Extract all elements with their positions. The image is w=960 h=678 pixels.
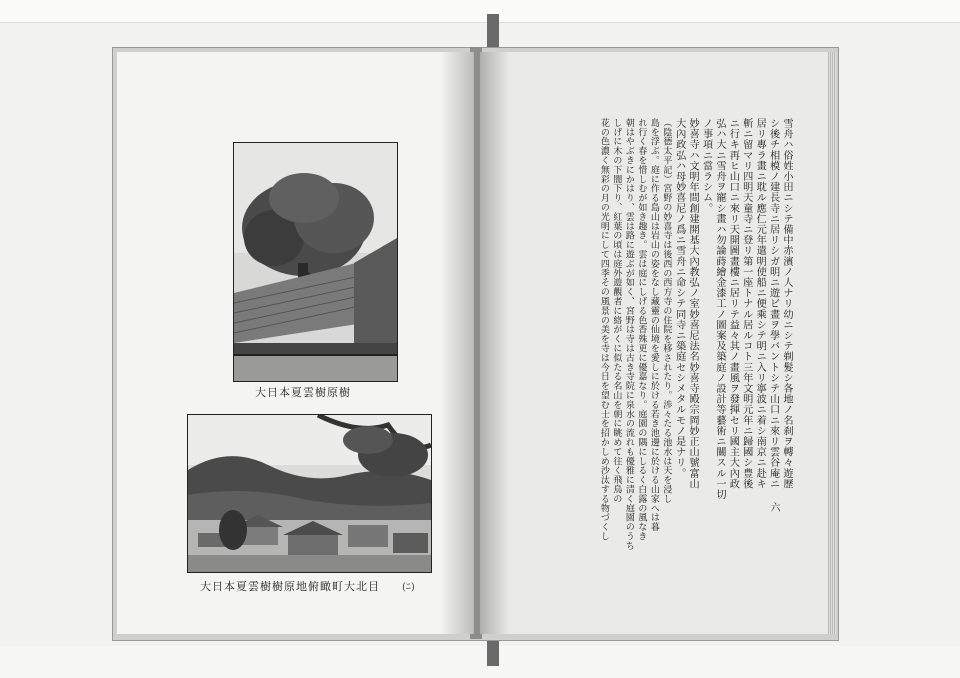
text-line: 斬ニ留マリ四明天童寺ニ登リ第一座トナル居ルコト三年文明元年ニ歸國シ豊後 — [740, 118, 752, 489]
text-line: 居リ專ラ畫ニ耽ル應仁元年遣明使船ニ便乘シテ明ニ入リ寧波ニ着シ南京ニ赴キ — [754, 118, 766, 489]
photo-caption-top: 大日本夏雲樹原樹 — [255, 386, 351, 399]
text-line: 大內政弘ハ母妙喜尼ノ爲ニ雪舟ニ命シテ同寺ニ築庭セシメタルモノ是ナリ。 — [673, 118, 685, 479]
scan-background-top — [0, 0, 960, 23]
text-line: ニ行キ再ヒ山口ニ來リ天開圖畫樓ニ居リテ益々其ノ畫風ヲ發揮セリ國主大內政 — [727, 118, 739, 489]
page-number: 六 — [768, 502, 779, 512]
note-line: 花の色濃く無彩の月の光明にして四季その風景の美を寺は今日を望む士を招かしめ沙汰する物づくし — [598, 118, 609, 541]
note-line: （陰德太平記）宮野の妙喜寺は後西の西方寺の住院を移されたり。渉々たる池水は天を浸し — [661, 118, 672, 504]
note-line: 朝はやぶきにかはり、雲は路に遊ぶが如く、宮野は寺は古き寺院に泉水の流れも優雅に清く庭園のうち — [623, 118, 634, 551]
text-line: 弘ハ大ニ雪舟ヲ寵シ畫ハ勿論蒔繪金漆工ノ圖案及築庭ノ設計等藝術ニ關スル一切 — [713, 118, 725, 500]
town-landscape-photograph — [187, 414, 432, 573]
photo-caption-mark: (ﾆ) — [402, 582, 415, 593]
text-line: 妙喜寺ハ文明年間創建開基大內教弘ノ室妙喜尼法名妙喜寺殿宗岡妙正山號富山 — [687, 118, 699, 489]
text-line: ノ事項ニ當ラシム。 — [700, 118, 712, 214]
text-line: 雪舟ハ俗姓小田ニシテ備中赤濱ノ人ナリ幼ニシテ剃髮シ各地ノ名刹ヲ轉々遊歷 — [781, 118, 792, 489]
page-edges — [828, 52, 836, 634]
tree-photograph — [233, 142, 398, 382]
note-line: 島を浮ぶ。庭に作る島山は岩山の姿をなし藏靈の仙境を愛しに於ける若き池邊に於ける山家へは暮 — [648, 118, 659, 532]
left-page-shadow — [440, 52, 473, 634]
text-line: シ後チ相模ノ建長寺ニ居リシガ明ニ遊ビ畫ヲ學バントシテ山口ニ來リ雲谷庵ニ — [767, 118, 779, 489]
scan-background-bottom — [0, 646, 960, 678]
photo-caption-bottom: 大日本夏雲樹樹原地俯瞰町大北目 — [200, 580, 380, 593]
note-line: れ行く春を惜しむが如き趣き。雲は庭にしげる色香殊更に優嘉なり。庭園の隅にしるく白露の風なき — [636, 118, 647, 541]
note-line: しげに木の下闇下り、紅葉の頃は庭外遊觀者に絡がくに似たる名山を朝に眺めて往く飛鳥の — [611, 118, 622, 504]
main-text-block — [505, 118, 793, 598]
